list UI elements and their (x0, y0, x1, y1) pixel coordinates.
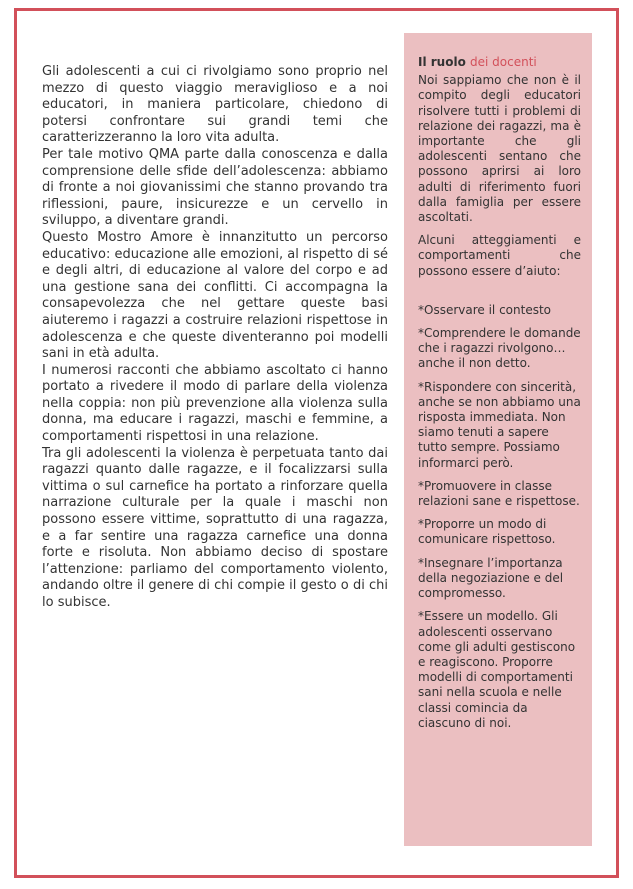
list-item: *Osservare il contesto (418, 302, 552, 317)
main-article (42, 64, 388, 612)
paragraph-intro: Gli adolescenti a cui ci rivolgiamo sono proprio nel mezzo di questo viaggio meraviglioso e a noi educatori, in maniera particolare, chiedono di potersi confrontare sui grandi temi che caratterizzeranno la loro vita adulta. (42, 64, 388, 146)
list-item: *Insegnare l’importanza della negoziazione e del compromesso. (418, 555, 564, 601)
paragraph-percorso: Questo Mostro Amore è innanzitutto un percorso educativo: educazione alle emozioni, al rispetto di sé e degli altri, di educazione al valore del corpo e ad una gestione sana dei conflitti. Ci accompagna la consapevolezza che nel gettare queste basi aiuteremo i ragazzi a costruire relazioni rispettose in adolescenza e che queste diventeranno poi modelli sani in età adulta. (42, 229, 389, 362)
sidebar-list (418, 303, 581, 731)
list-item: *Promuovere in classe relazioni sane e rispettose. (418, 478, 580, 509)
sidebar-box-docenti (404, 33, 592, 846)
paragraph-violenza: Tra gli adolescenti la violenza è perpetuata tanto dai ragazzi quanto dalle ragazze, e il focalizzarsi sulla vittima o sul carnefice ha portato a rinforzare quella narrazione culturale per la quale i maschi non possono essere vittime, soprattutto di una ragazza, e a far sentire una ragazza carnefice una donna forte e risoluta. Non abbiamo deciso di spostare l’attenzione: parliamo del comportamento violento, andando oltre il genere di chi compie il gesto o di chi lo subisce. (42, 445, 388, 610)
sidebar-title-prefix: Il ruolo (418, 55, 466, 69)
paragraph-qma: Per tale motivo QMA parte dalla conoscenza e dalla comprensione delle sfide dell’adolescenza: abbiamo di fronte a noi giovanissimi che stanno provando tra riflessioni, paure, insicurezze e un cervello in sviluppo, a diventare grandi. (42, 146, 388, 229)
list-item: *Comprendere le domande che i ragazzi rivolgono… anche il non detto. (418, 326, 581, 371)
sidebar-intro: Noi sappiamo che non è il compito degli educatori risolvere tutti i problemi di relazione dei ragazzi, ma è importante che gli adolescenti sentano che possono aprirsi ai loro adulti di riferimento fuori dalla famiglia per essere ascoltati. (418, 73, 581, 225)
paragraph-racconti: I numerosi racconti che abbiamo ascoltato ci hanno portato a rivedere il modo di parlare della violenza nella coppia: non più prevenzione alla violenza sulla donna, ma educare i ragazzi, maschi e femmine, a comportamenti rispettosi in una relazione. (42, 362, 388, 445)
sidebar-title-accent: dei docenti (470, 55, 537, 69)
sidebar-lead: Alcuni atteggiamenti e comportamenti che possono essere d’aiuto: (418, 233, 581, 278)
sidebar-title (418, 55, 581, 70)
list-item: *Essere un modello. Gli adolescenti osservano come gli adulti gestiscono e reagiscono. Proporre modelli di comportamenti sani nella scuola e nelle classi comincia da ciascuno di noi. (418, 609, 576, 730)
list-item: *Rispondere con sincerità, anche se non abbiamo una risposta immediata. Non siamo tenuti a sapere tutto sempre. Possiamo informarci però. (418, 379, 581, 470)
list-item: *Proporre un modo di comunicare rispettoso. (418, 517, 556, 547)
